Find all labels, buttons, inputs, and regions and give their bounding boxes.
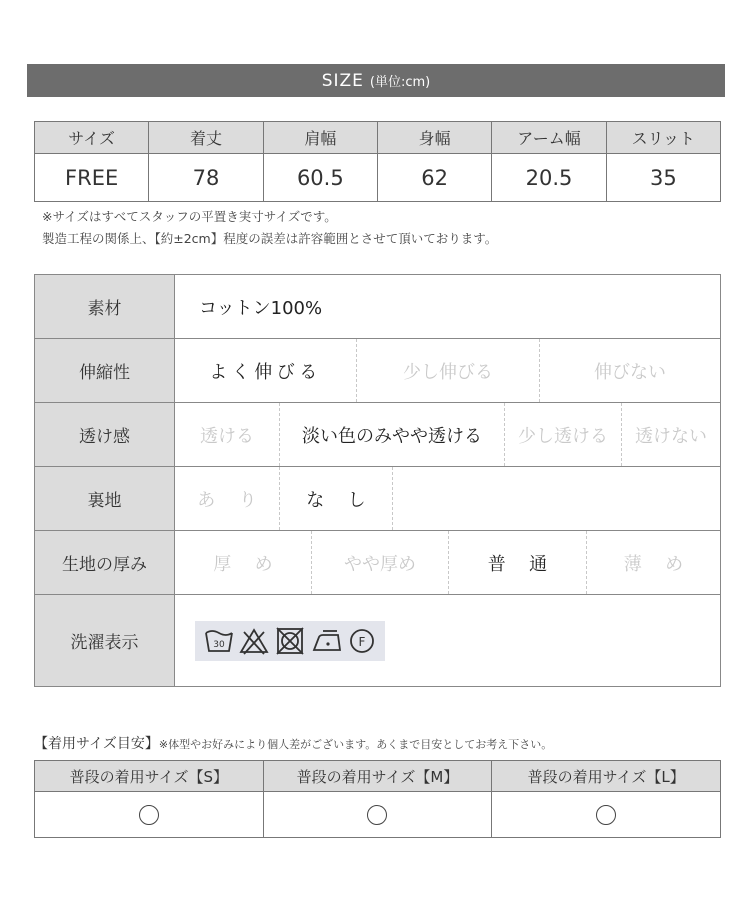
circle-mark-icon	[596, 805, 616, 825]
size-value-cell: 78	[149, 154, 263, 202]
no-tumble-dry-icon	[275, 627, 305, 655]
sheer-option: 透けない	[635, 425, 707, 447]
size-guide-title: 【着用サイズ目安】	[34, 736, 159, 752]
measurement-note: ※サイズはすべてスタッフの平置き実寸サイズです。	[42, 209, 337, 224]
size-title: SIZE	[321, 70, 364, 91]
sheer-option: 少し透ける	[505, 403, 622, 466]
spec-row-sheer	[35, 403, 720, 467]
size-guide-header-row	[35, 761, 721, 792]
spec-label: 透け感	[35, 403, 175, 466]
size-table	[34, 121, 721, 202]
size-header-cell: 肩幅	[263, 122, 377, 154]
size-table-value-row	[35, 154, 721, 202]
spec-row-stretch	[35, 339, 720, 403]
dry-clean-label: F	[358, 634, 366, 649]
spec-label: 素材	[35, 275, 175, 338]
spec-row-material	[35, 275, 720, 339]
circle-mark-icon	[367, 805, 387, 825]
spec-row-care	[35, 595, 720, 686]
size-value-cell: 20.5	[492, 154, 606, 202]
size-value-cell: FREE	[35, 154, 149, 202]
thickness-option: やや厚め	[312, 531, 449, 594]
circle-mark-icon	[139, 805, 159, 825]
stretch-option: よく伸びる	[175, 339, 357, 402]
size-guide-header-cell: 普段の着用サイズ【L】	[492, 761, 721, 792]
spec-label: 伸縮性	[35, 339, 175, 402]
spec-row-lining	[35, 467, 720, 531]
lining-option: あり	[175, 467, 280, 530]
size-header-cell: 身幅	[377, 122, 491, 154]
size-header-cell: サイズ	[35, 122, 149, 154]
size-value-cell: 35	[606, 154, 720, 202]
dry-clean-f-icon	[348, 627, 376, 655]
wash-temp-label: 30	[213, 639, 225, 650]
thickness-option: 厚め	[175, 531, 312, 594]
size-table-header-row	[35, 122, 721, 154]
sheer-option: 淡い色のみやや透ける	[280, 403, 505, 466]
size-value-cell: 60.5	[263, 154, 377, 202]
size-unit: (単位:cm)	[369, 75, 431, 90]
spec-label: 生地の厚み	[35, 531, 175, 594]
material-value: コットン100%	[199, 297, 323, 319]
tolerance-note: 製造工程の関係上、【約±2cm】程度の誤差は許容範囲とさせて頂いております。	[42, 231, 498, 246]
size-guide-table	[34, 760, 721, 838]
sheer-option: 透ける	[175, 403, 280, 466]
size-header-cell: アーム幅	[492, 122, 606, 154]
no-bleach-icon	[239, 627, 269, 655]
thickness-option: 普通	[449, 531, 587, 594]
size-section-header	[27, 64, 725, 97]
iron-low-icon	[311, 627, 343, 655]
thickness-option: 薄め	[623, 553, 707, 575]
stretch-option: 少し伸びる	[357, 339, 540, 402]
size-guide-header-cell: 普段の着用サイズ【S】	[35, 761, 264, 792]
wash-30-icon	[204, 627, 234, 655]
size-guide-note: ※体型やお好みにより個人差がございます。あくまで目安としてお考え下さい。	[158, 738, 553, 751]
size-header-cell: 着丈	[149, 122, 263, 154]
size-guide-heading	[34, 733, 552, 753]
spec-row-thickness	[35, 531, 720, 595]
size-guide-value-row	[35, 792, 721, 838]
care-symbols	[195, 621, 385, 661]
size-guide-header-cell: 普段の着用サイズ【M】	[263, 761, 492, 792]
lining-option: なし	[280, 467, 393, 530]
stretch-option: 伸びない	[594, 361, 666, 383]
spec-label: 裏地	[35, 467, 175, 530]
size-header-cell: スリット	[606, 122, 720, 154]
size-value-cell: 62	[377, 154, 491, 202]
spec-label: 洗濯表示	[35, 595, 175, 686]
spec-table	[34, 274, 721, 687]
